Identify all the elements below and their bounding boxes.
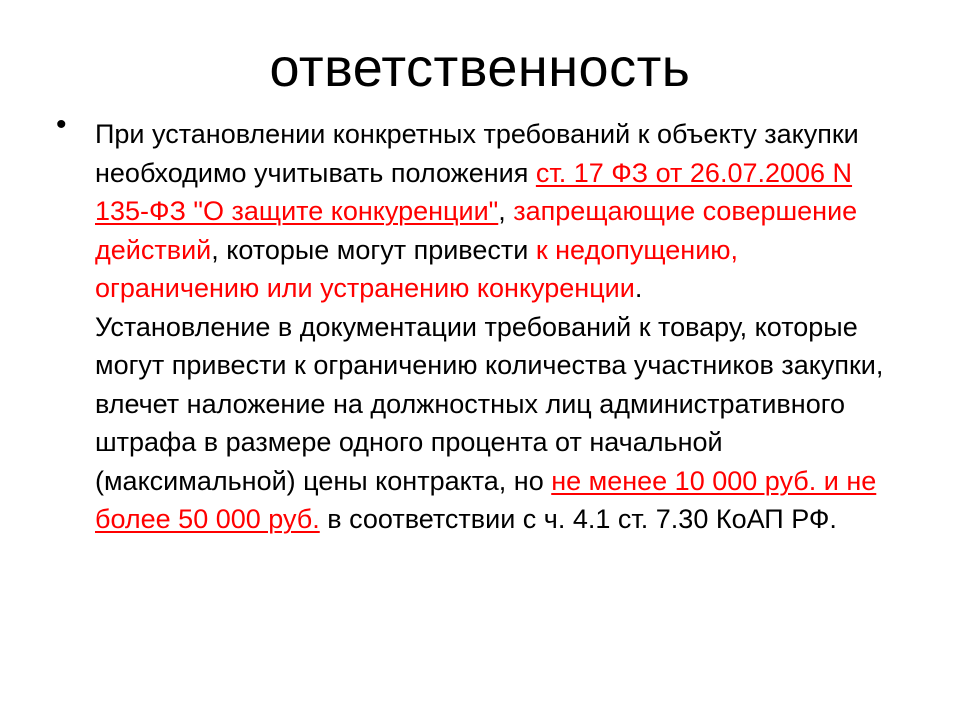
text-segment: в соответствии с ч. 4.1 ст. 7.30 КоАП РФ. bbox=[319, 504, 837, 534]
text-segment: . bbox=[634, 273, 643, 303]
text-segment: При установлении конкретных требований к объекту закупки необходимо учитывать положения bbox=[95, 119, 859, 188]
highlighted-text: запрещающие совершение действий bbox=[95, 196, 858, 265]
fine-amount-link[interactable]: не менее 10 000 руб. и не более 50 000 руб. bbox=[95, 465, 877, 534]
highlighted-text: к недопущению, ограничению или устранению конкуренции bbox=[95, 234, 739, 303]
slide-title: ответственность bbox=[269, 38, 691, 98]
law-article-link[interactable]: ст. 17 ФЗ от 26.07.2006 N 135-ФЗ "О защите конкуренции" bbox=[95, 157, 853, 226]
bullet-text bbox=[95, 115, 905, 539]
text-segment: , которые могут привести bbox=[211, 234, 536, 265]
text-segment: Установление в документации требований к товару, которые могут привести к ограничению количества участников закупки, влечет наложение на должностных лиц административного штрафа в размере одного процента от начальной (максимальной) цены контракта, но bbox=[95, 311, 884, 496]
bullet-marker: • bbox=[56, 108, 67, 141]
text-segment: , bbox=[498, 196, 514, 226]
